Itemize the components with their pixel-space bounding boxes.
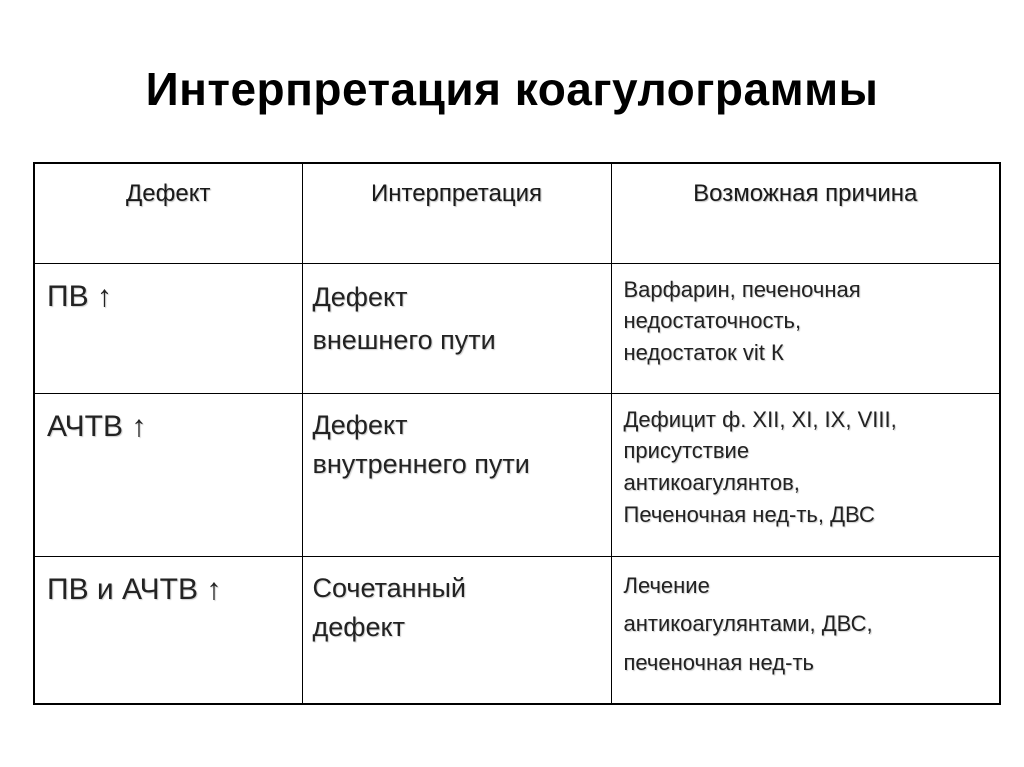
interpretation-line: дефект [312, 611, 405, 642]
interpretation-line: Сочетанный [312, 572, 466, 603]
interpretation-line: Дефект [312, 409, 408, 440]
cause-line: присутствие [623, 438, 750, 464]
interpretation-line: внутреннего пути [312, 448, 530, 479]
cause-line: антикоагулянтами, ДВС, [623, 611, 873, 636]
cause-line: Варфарин, печеночная [623, 276, 861, 302]
interpretation-cell [302, 393, 611, 556]
table-header-row [34, 163, 1000, 263]
table-row [34, 263, 1000, 393]
defect-cell: АЧТВ ↑ [34, 393, 302, 556]
table-row [34, 556, 1000, 704]
cause-cell [611, 556, 1000, 704]
cause-line: Дефицит ф. XII, XI, IX, VIII, [623, 406, 897, 432]
header-possible-cause: Возможная причина [611, 163, 1000, 263]
defect-cell: ПВ и АЧТВ ↑ [34, 556, 302, 704]
coagulogram-table [33, 162, 1001, 705]
slide-title: Интерпретация коагулограммы [145, 63, 879, 115]
cause-line: печеночная нед-ть [623, 649, 814, 675]
cause-line: Лечение [623, 572, 710, 598]
header-defect: Дефект [34, 163, 302, 263]
interpretation-line: внешнего пути [312, 324, 496, 355]
cause-line: недостаточность, [623, 308, 802, 334]
table-row [34, 393, 1000, 556]
header-interpretation: Интерпретация [302, 163, 611, 263]
interpretation-line: Дефект [312, 281, 408, 312]
cause-line: Печеночная нед-ть, ДВС [623, 502, 875, 528]
cause-cell [611, 263, 1000, 393]
interpretation-cell [302, 556, 611, 704]
cause-line: недостаток vit К [623, 340, 784, 366]
cause-line: антикоагулянтов, [623, 470, 800, 496]
interpretation-cell [302, 263, 611, 393]
cause-cell [611, 393, 1000, 556]
defect-cell: ПВ ↑ [34, 263, 302, 393]
